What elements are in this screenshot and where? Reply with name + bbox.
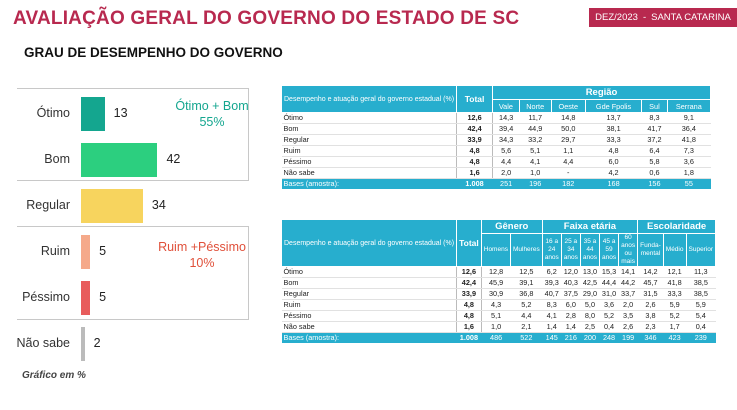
positive-group-label bbox=[163, 98, 261, 130]
table-cell: 5,8 bbox=[642, 157, 667, 168]
table-cell: 31,5 bbox=[638, 289, 664, 300]
negative-group-title: Ruim +Péssimo bbox=[158, 240, 246, 254]
row-label: Bom bbox=[282, 278, 457, 289]
table-cell: 6,2 bbox=[542, 267, 561, 278]
bar-5 bbox=[81, 327, 85, 361]
row-label: Não sabe bbox=[282, 168, 457, 179]
negative-group-value: 10% bbox=[189, 256, 215, 270]
profile-table bbox=[281, 219, 716, 343]
table-cell: 14,8 bbox=[551, 113, 585, 124]
table-cell: 41,8 bbox=[663, 278, 686, 289]
table-cell: 11,3 bbox=[686, 267, 716, 278]
table-cell: 41,8 bbox=[667, 135, 710, 146]
profile-row-header: Desempenho e atuação geral do governo estadual (%) bbox=[282, 220, 457, 267]
table-cell: 5,6 bbox=[493, 146, 520, 157]
row-label: Ruim bbox=[282, 146, 457, 157]
table-cell: 5,4 bbox=[686, 311, 716, 322]
table-cell: 0,4 bbox=[686, 322, 716, 333]
profile-group-header: Escolaridade bbox=[638, 220, 716, 234]
category-label: Não sabe bbox=[16, 336, 70, 350]
region-column-header: Vale bbox=[493, 100, 520, 113]
table-cell: 15,3 bbox=[599, 267, 618, 278]
bar-value-label: 42 bbox=[166, 152, 181, 166]
table-cell: 45,9 bbox=[481, 278, 510, 289]
table-row bbox=[282, 146, 711, 157]
table-cell: 14,1 bbox=[619, 267, 638, 278]
total-cell: 33,9 bbox=[457, 289, 482, 300]
total-cell: 12,6 bbox=[457, 267, 482, 278]
table-row bbox=[282, 278, 716, 289]
table-cell: 2,5 bbox=[580, 322, 599, 333]
table-cell: 7,3 bbox=[667, 146, 710, 157]
table-cell: 8,3 bbox=[542, 300, 561, 311]
table-cell: 3,6 bbox=[667, 157, 710, 168]
profile-column-header: Homens bbox=[481, 234, 510, 267]
table-cell: 1,7 bbox=[663, 322, 686, 333]
profile-column-header: Mulheres bbox=[510, 234, 542, 267]
table-cell: 44,2 bbox=[619, 278, 638, 289]
bar-value-label: 5 bbox=[99, 290, 107, 304]
base-cell: 239 bbox=[686, 333, 716, 344]
table-cell: 6,0 bbox=[585, 157, 641, 168]
table-cell: 0,6 bbox=[642, 168, 667, 179]
table-cell: 5,2 bbox=[510, 300, 542, 311]
total-cell: 4,8 bbox=[457, 146, 493, 157]
table-cell: - bbox=[551, 168, 585, 179]
row-label: Ótimo bbox=[282, 267, 457, 278]
table-cell: 5,0 bbox=[580, 300, 599, 311]
positive-group-title: Ótimo + Bom bbox=[175, 99, 249, 113]
profile-group-header: Faixa etária bbox=[542, 220, 637, 234]
row-label: Bom bbox=[282, 124, 457, 135]
table-cell: 5,9 bbox=[686, 300, 716, 311]
row-label: Ruim bbox=[282, 300, 457, 311]
table-cell: 12,5 bbox=[510, 267, 542, 278]
table-cell: 8,0 bbox=[580, 311, 599, 322]
table-cell: 5,2 bbox=[663, 311, 686, 322]
profile-total-header: Total bbox=[457, 220, 482, 267]
table-row bbox=[282, 289, 716, 300]
table-cell: 5,1 bbox=[481, 311, 510, 322]
table-cell: 37,2 bbox=[642, 135, 667, 146]
region-column-header: Oeste bbox=[551, 100, 585, 113]
table-cell: 29,7 bbox=[551, 135, 585, 146]
tag-place: SANTA CATARINA bbox=[651, 12, 731, 23]
table-cell: 39,3 bbox=[542, 278, 561, 289]
table-cell: 40,3 bbox=[561, 278, 580, 289]
total-cell: 12,6 bbox=[457, 113, 493, 124]
table-cell: 4,8 bbox=[585, 146, 641, 157]
base-cell: 182 bbox=[551, 179, 585, 190]
row-label: Não sabe bbox=[282, 322, 457, 333]
table-cell: 2,6 bbox=[619, 322, 638, 333]
table-cell: 50,0 bbox=[551, 124, 585, 135]
profile-column-header: Superior bbox=[686, 234, 716, 267]
table-cell: 14,3 bbox=[493, 113, 520, 124]
base-cell: 522 bbox=[510, 333, 542, 344]
table-cell: 30,9 bbox=[481, 289, 510, 300]
negative-group-label bbox=[148, 239, 256, 271]
table-cell: 12,1 bbox=[663, 267, 686, 278]
table-row bbox=[282, 113, 711, 124]
base-cell: 248 bbox=[599, 333, 618, 344]
category-label: Regular bbox=[26, 198, 70, 212]
page-subtitle: GRAU DE DESEMPENHO DO GOVERNO bbox=[24, 45, 283, 60]
table-cell: 5,2 bbox=[599, 311, 618, 322]
bar-value-label: 13 bbox=[113, 106, 128, 120]
profile-column-header: 45 a 59 anos bbox=[599, 234, 618, 267]
base-cell: 196 bbox=[519, 179, 551, 190]
date-location-tag bbox=[589, 8, 737, 27]
row-label: Ótimo bbox=[282, 113, 457, 124]
table-cell: 4,4 bbox=[493, 157, 520, 168]
table-cell: 4,4 bbox=[510, 311, 542, 322]
table-cell: 0,4 bbox=[599, 322, 618, 333]
table-cell: 39,4 bbox=[493, 124, 520, 135]
table-cell: 31,0 bbox=[599, 289, 618, 300]
bar-2 bbox=[81, 189, 143, 223]
table-row bbox=[282, 135, 711, 146]
table-cell: 14,2 bbox=[638, 267, 664, 278]
table-cell: 29,0 bbox=[580, 289, 599, 300]
table-cell: 13,0 bbox=[580, 267, 599, 278]
table-cell: 2,1 bbox=[510, 322, 542, 333]
region-column-header: Serrana bbox=[667, 100, 710, 113]
region-column-header: Sul bbox=[642, 100, 667, 113]
total-cell: 1,6 bbox=[457, 322, 482, 333]
category-label: Ruim bbox=[40, 244, 70, 258]
table-cell: 1,4 bbox=[561, 322, 580, 333]
region-column-header: Norte bbox=[519, 100, 551, 113]
total-cell: 42,4 bbox=[457, 278, 482, 289]
table-cell: 1,0 bbox=[481, 322, 510, 333]
table-cell: 9,1 bbox=[667, 113, 710, 124]
table-cell: 38,1 bbox=[585, 124, 641, 135]
table-row bbox=[282, 168, 711, 179]
table-cell: 3,5 bbox=[619, 311, 638, 322]
total-cell: 4,8 bbox=[457, 311, 482, 322]
row-label: Regular bbox=[282, 135, 457, 146]
base-cell: 145 bbox=[542, 333, 561, 344]
table-row bbox=[282, 322, 716, 333]
profile-column-header: 25 a 34 anos bbox=[561, 234, 580, 267]
profile-column-header: Médio bbox=[663, 234, 686, 267]
table-cell: 4,2 bbox=[585, 168, 641, 179]
table-cell: 5,1 bbox=[519, 146, 551, 157]
table-cell: 1,1 bbox=[551, 146, 585, 157]
table-row bbox=[282, 157, 711, 168]
base-cell: 216 bbox=[561, 333, 580, 344]
base-row bbox=[282, 179, 711, 190]
category-label: Ótimo bbox=[36, 106, 70, 120]
table-cell: 3,6 bbox=[599, 300, 618, 311]
table-cell: 45,7 bbox=[638, 278, 664, 289]
base-cell: 199 bbox=[619, 333, 638, 344]
category-label: Bom bbox=[44, 152, 70, 166]
table-cell: 12,8 bbox=[481, 267, 510, 278]
table-cell: 6,0 bbox=[561, 300, 580, 311]
profile-column-header: Funda- mental bbox=[638, 234, 664, 267]
base-cell: 55 bbox=[667, 179, 710, 190]
base-label: Bases (amostra): bbox=[282, 333, 457, 344]
total-cell: 42,4 bbox=[457, 124, 493, 135]
bar-value-label: 34 bbox=[151, 198, 166, 212]
base-row bbox=[282, 333, 716, 344]
region-table bbox=[281, 85, 711, 189]
bar-4 bbox=[81, 281, 90, 315]
region-group-header: Região bbox=[493, 86, 711, 100]
category-label: Péssimo bbox=[22, 290, 70, 304]
table-cell: 33,3 bbox=[663, 289, 686, 300]
region-row-header: Desempenho e atuação geral do governo estadual (%) bbox=[282, 86, 457, 113]
table-row bbox=[282, 124, 711, 135]
table-cell: 1,0 bbox=[519, 168, 551, 179]
table-cell: 40,7 bbox=[542, 289, 561, 300]
profile-column-header: 60 anos ou mais bbox=[619, 234, 638, 267]
tag-date: DEZ/2023 bbox=[595, 12, 638, 23]
bar-1 bbox=[81, 143, 157, 177]
table-cell: 4,3 bbox=[481, 300, 510, 311]
table-cell: 2,0 bbox=[493, 168, 520, 179]
total-cell: 33,9 bbox=[457, 135, 493, 146]
base-cell: 168 bbox=[585, 179, 641, 190]
bar-0 bbox=[81, 97, 105, 131]
table-cell: 33,7 bbox=[619, 289, 638, 300]
base-cell: 200 bbox=[580, 333, 599, 344]
profile-group-header: Gênero bbox=[481, 220, 542, 234]
table-cell: 1,8 bbox=[667, 168, 710, 179]
table-row bbox=[282, 311, 716, 322]
table-cell: 1,4 bbox=[542, 322, 561, 333]
table-cell: 5,9 bbox=[663, 300, 686, 311]
table-cell: 12,0 bbox=[561, 267, 580, 278]
table-cell: 38,5 bbox=[686, 278, 716, 289]
base-total: 1.008 bbox=[457, 333, 482, 344]
base-cell: 486 bbox=[481, 333, 510, 344]
base-cell: 423 bbox=[663, 333, 686, 344]
table-cell: 36,4 bbox=[667, 124, 710, 135]
base-label: Bases (amostra): bbox=[282, 179, 457, 190]
row-label: Péssimo bbox=[282, 157, 457, 168]
table-cell: 8,3 bbox=[642, 113, 667, 124]
total-cell: 4,8 bbox=[457, 157, 493, 168]
table-cell: 38,5 bbox=[686, 289, 716, 300]
table-cell: 33,2 bbox=[519, 135, 551, 146]
base-cell: 346 bbox=[638, 333, 664, 344]
table-cell: 2,0 bbox=[619, 300, 638, 311]
table-row bbox=[282, 300, 716, 311]
table-cell: 2,3 bbox=[638, 322, 664, 333]
table-cell: 41,7 bbox=[642, 124, 667, 135]
table-cell: 3,8 bbox=[638, 311, 664, 322]
profile-column-header: 35 a 44 anos bbox=[580, 234, 599, 267]
table-cell: 11,7 bbox=[519, 113, 551, 124]
table-cell: 4,1 bbox=[519, 157, 551, 168]
base-cell: 156 bbox=[642, 179, 667, 190]
region-column-header: Gde Fpolis bbox=[585, 100, 641, 113]
table-cell: 34,3 bbox=[493, 135, 520, 146]
bar-3 bbox=[81, 235, 90, 269]
table-cell: 33,3 bbox=[585, 135, 641, 146]
tag-separator: - bbox=[642, 12, 647, 23]
table-cell: 6,4 bbox=[642, 146, 667, 157]
table-cell: 39,1 bbox=[510, 278, 542, 289]
base-cell: 251 bbox=[493, 179, 520, 190]
table-cell: 42,5 bbox=[580, 278, 599, 289]
total-cell: 1,6 bbox=[457, 168, 493, 179]
table-row bbox=[282, 267, 716, 278]
bar-value-label: 5 bbox=[99, 244, 107, 258]
table-cell: 44,4 bbox=[599, 278, 618, 289]
region-total-header: Total bbox=[457, 86, 493, 113]
bar-value-label: 2 bbox=[93, 336, 101, 350]
total-cell: 4,8 bbox=[457, 300, 482, 311]
table-cell: 36,8 bbox=[510, 289, 542, 300]
table-cell: 13,7 bbox=[585, 113, 641, 124]
page-title: AVALIAÇÃO GERAL DO GOVERNO DO ESTADO DE SC bbox=[13, 8, 520, 29]
table-cell: 44,9 bbox=[519, 124, 551, 135]
table-cell: 2,8 bbox=[561, 311, 580, 322]
table-cell: 2,6 bbox=[638, 300, 664, 311]
base-total: 1.008 bbox=[457, 179, 493, 190]
positive-group-value: 55% bbox=[199, 115, 225, 129]
profile-column-header: 16 a 24 anos bbox=[542, 234, 561, 267]
chart-note: Gráfico em % bbox=[22, 370, 86, 381]
row-label: Regular bbox=[282, 289, 457, 300]
table-cell: 4,1 bbox=[542, 311, 561, 322]
table-cell: 37,5 bbox=[561, 289, 580, 300]
row-label: Péssimo bbox=[282, 311, 457, 322]
table-cell: 4,4 bbox=[551, 157, 585, 168]
